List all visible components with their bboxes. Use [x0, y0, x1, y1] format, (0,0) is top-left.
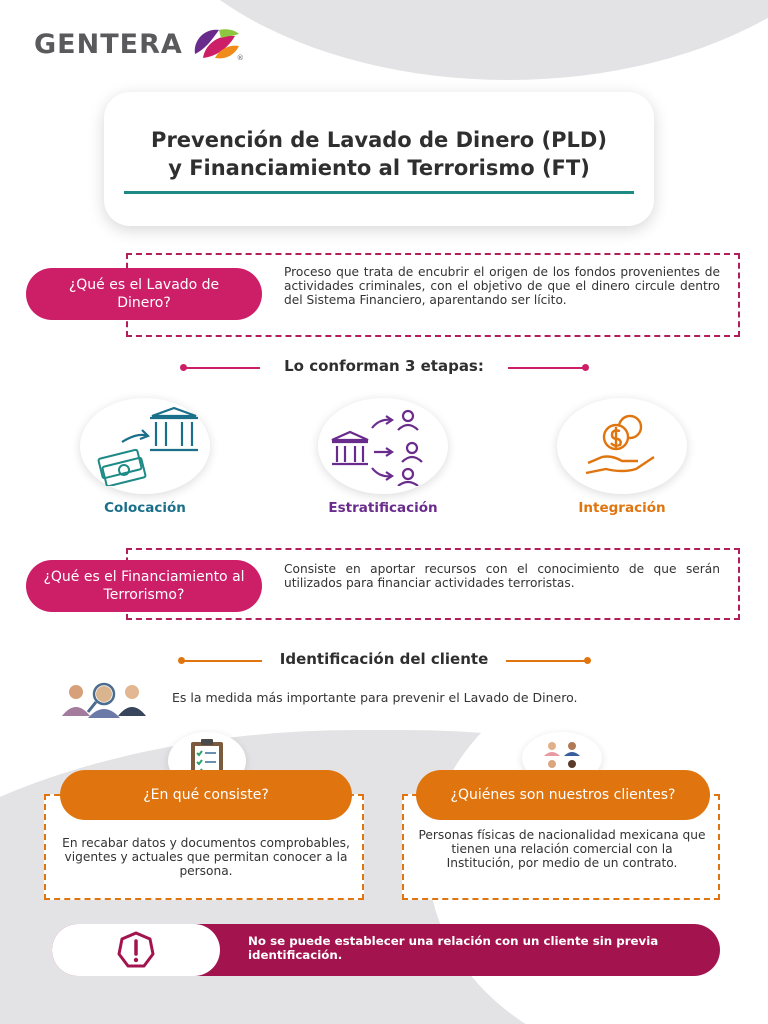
lavado-question-pill [26, 268, 262, 320]
stage-label-colocacion: Colocación [104, 500, 186, 516]
identificacion-statement: Es la medida más importante para prevenir el Lavado de Dinero. [172, 690, 578, 705]
stage-circle-colocacion [80, 398, 210, 494]
rule-right [508, 367, 584, 369]
title-line-2: y Financiamiento al Terrorismo (FT) [168, 156, 590, 180]
rule-dot-right [582, 364, 589, 371]
rule-left [184, 367, 260, 369]
rule-left-2 [182, 660, 262, 662]
warning-icon-area [52, 924, 220, 976]
rule-right-2 [506, 660, 586, 662]
people-group-icon [56, 682, 152, 718]
consiste-answer: En recabar datos y documentos comprobables, vigentes y actuales que permitan conocer a la persona. [62, 836, 350, 878]
identificacion-header: Identificación del cliente [279, 650, 489, 668]
page-title [104, 126, 654, 182]
consiste-question: ¿En qué consiste? [143, 787, 269, 803]
gentera-logo [34, 24, 244, 64]
etapas-header: Lo conforman 3 etapas: [284, 357, 484, 375]
stage-label-integracion: Integración [578, 500, 666, 516]
stage-circle-integracion [557, 398, 687, 494]
coins-hand-icon [582, 411, 662, 481]
financiamiento-question: ¿Qué es el Financiamiento al Terrorismo? [43, 569, 245, 603]
warning-text: No se puede establecer una relación con un cliente sin previa identificación. [248, 934, 659, 962]
lavado-answer: Proceso que trata de encubrir el origen de los fondos provenientes de actividades criminales, con el objetivo de que el dinero circule dentro del Sistema Financiero, aparentando ser lícito. [284, 265, 720, 307]
clientes-question: ¿Quiénes son nuestros clientes? [450, 787, 676, 803]
gentera-leaf-icon [189, 24, 241, 64]
stage-circle-estratificacion [318, 398, 448, 494]
financiamiento-answer: Consiste en aportar recursos con el conocimiento de que serán utilizados para financiar actividades terroristas. [284, 562, 720, 590]
registered-mark: ® [236, 54, 244, 62]
exclamation-icon [116, 930, 156, 970]
title-line-1: Prevención de Lavado de Dinero (PLD) [151, 128, 607, 152]
clientes-question-pill [416, 770, 710, 820]
stage-label-estratificacion: Estratificación [328, 500, 438, 516]
clientes-answer: Personas físicas de nacionalidad mexicana que tienen una relación comercial con la Institución, por medio de un contrato. [418, 828, 706, 870]
logo-text: GENTERA [34, 28, 183, 60]
bank-transfer-icon [328, 406, 438, 486]
rule-dot-right-2 [584, 657, 591, 664]
money-bank-icon [90, 406, 200, 486]
lavado-question: ¿Qué es el Lavado de Dinero? [68, 277, 220, 311]
title-underline [124, 191, 634, 194]
financiamiento-question-pill [26, 560, 262, 612]
title-card [104, 92, 654, 226]
consiste-question-pill [60, 770, 352, 820]
